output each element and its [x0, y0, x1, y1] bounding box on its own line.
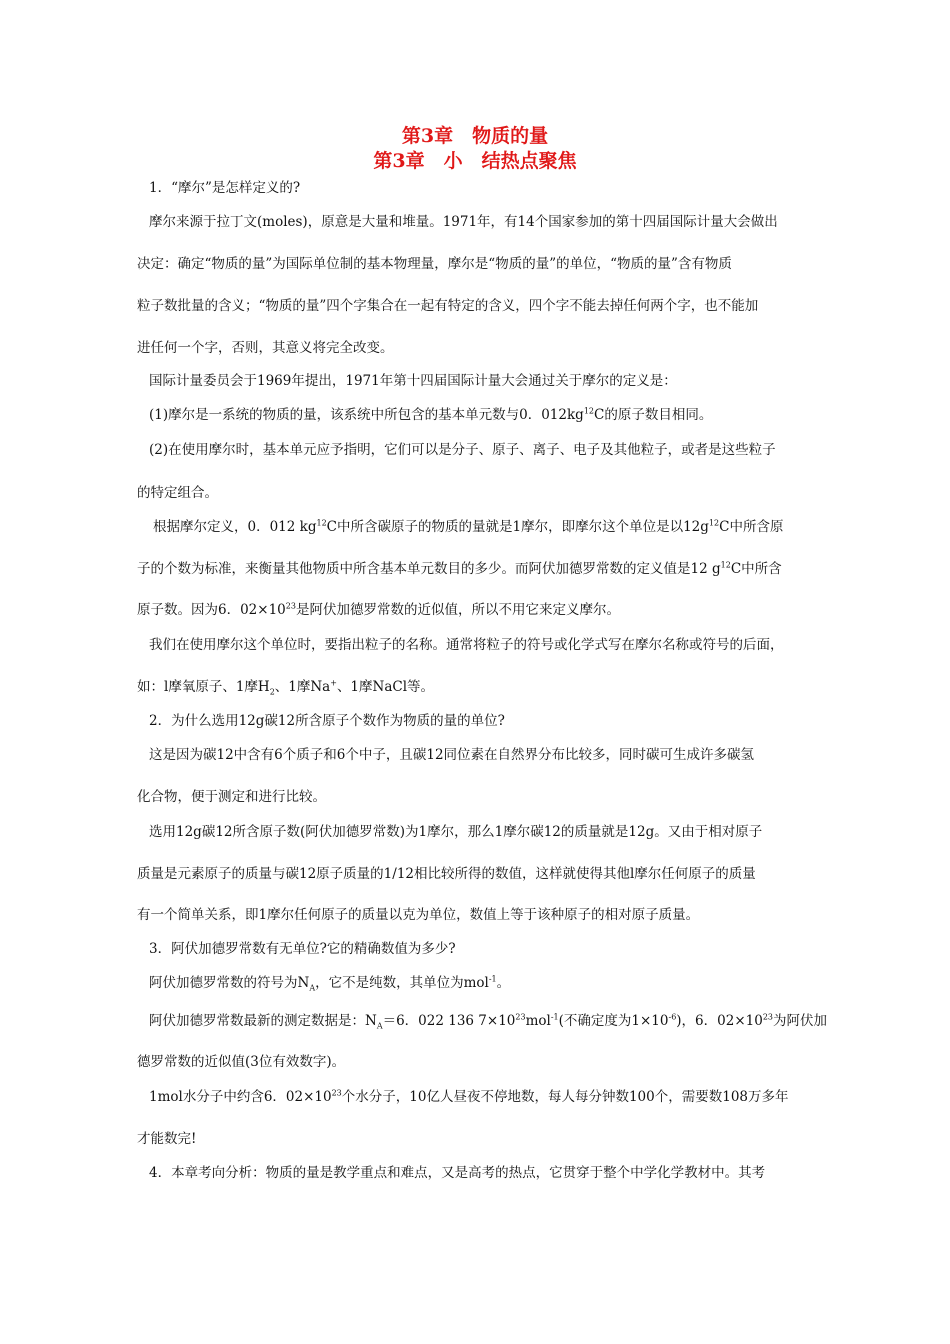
- paragraph-line: 质量是元素原子的质量与碳12原子质量的1/12相比较所得的数值，这样就使得其他l摩尔任何原子的质量: [137, 866, 756, 882]
- paragraph-line: 才能数完!: [137, 1131, 197, 1147]
- paragraph-line: 这是因为碳12中含有6个质子和6个中子，且碳12同位素在自然界分布比较多，同时碳可生成许多碳氢: [149, 747, 755, 763]
- paragraph-line: 原子数。因为6．$02\times 10^{23}$是阿伏加德罗常数的近似值，所以不用它来定义摩尔。: [137, 601, 620, 618]
- paragraph-line: 我们在使用摩尔这个单位时，要指出粒子的名称。通常将粒子的符号或化学式写在摩尔名称或符号的后面，: [149, 637, 784, 653]
- paragraph-line: 化合物，便于测定和进行比较。: [137, 789, 326, 805]
- paragraph-line: 摩尔来源于拉丁文(moles)，原意是大量和堆量。1971年，有14个国家参加的第十四届国际计量大会做出: [149, 214, 778, 230]
- paragraph-line: 德罗常数的近似值(3位有效数字)。: [137, 1054, 346, 1070]
- definition-1: (1)摩尔是一系统的物质的量，该系统中所包含的基本单元数与0．$012kg^{12}C$的原子数目相同。: [149, 406, 713, 423]
- paragraph-line: 如：l摩氧原子、1摩$H_2$、1摩Na+、1摩NaCl等。: [137, 678, 435, 697]
- question-4-heading: 4．本章考向分析：物质的量是教学重点和难点，又是高考的热点，它贯穿于整个中学化学教材中。其考: [149, 1165, 766, 1181]
- paragraph-line: 阿伏加德罗常数最新的测定数据是：$N_A=6$．022 136 $7\times 10^{23}mol^{-1}$(不确定度为$1\times 10^{-6}$)，6．$02\times 10^{23}$为阿伏加: [149, 1012, 827, 1031]
- definition-2: (2)在使用摩尔时，基本单元应予指明，它们可以是分子、原子、离子、电子及其他粒子，或者是这些粒子: [149, 442, 776, 458]
- paragraph-line: 子的个数为标准，来衡量其他物质中所含基本单元数目的多少。而阿伏加德罗常数的定义值是12 $g^{12}C$中所含: [137, 560, 782, 577]
- paragraph-line: 有一个简单关系，即1摩尔任何原子的质量以克为单位，数值上等于该种原子的相对原子质量。: [137, 907, 700, 923]
- paragraph-line: 选用12g碳12所含原子数(阿伏加德罗常数)为1摩尔，那么1摩尔碳12的质量就是12g。又由于相对原子: [149, 824, 763, 840]
- paragraph-line: 进任何一个字，否则，其意义将完全改变。: [137, 340, 394, 356]
- paragraph-line: 决定：确定“物质的量”为国际单位制的基本物理量，摩尔是“物质的量”的单位，“物质的量”含有物质: [137, 256, 732, 272]
- chapter-title: 第3章 物质的量: [401, 125, 549, 147]
- question-3-heading: 3．阿伏加德罗常数有无单位?它的精确数值为多少?: [149, 941, 456, 957]
- paragraph-line: 阿伏加德罗常数的符号为$N_A$，它不是纯数，其单位为mol$^{-1}$。: [149, 974, 511, 993]
- paragraph-line: 根据摩尔定义，0．012 $kg^{12}C$中所含碳原子的物质的量就是1摩尔，即摩尔这个单位是以$12g^{12}C$中所含原: [153, 518, 784, 535]
- paragraph-line: 1mol水分子中约含6．$02\times 10^{23}$个水分子，10亿人昼夜不停地数，每人每分钟数100个，需要数108万多年: [149, 1088, 789, 1105]
- paragraph-line: 的特定组合。: [137, 485, 218, 501]
- section-title: 第3章 小 结热点聚焦: [373, 150, 577, 172]
- question-1-heading: 1．“摩尔”是怎样定义的?: [149, 180, 301, 196]
- paragraph-line: 粒子数批量的含义；“物质的量”四个字集合在一起有特定的含义，四个字不能去掉任何两个字，也不能加: [137, 298, 759, 314]
- question-2-heading: 2．为什么选用12g碳12所含原子个数作为物质的量的单位?: [149, 713, 505, 729]
- paragraph-line: 国际计量委员会于1969年提出，1971年第十四届国际计量大会通过关于摩尔的定义是：: [149, 373, 677, 389]
